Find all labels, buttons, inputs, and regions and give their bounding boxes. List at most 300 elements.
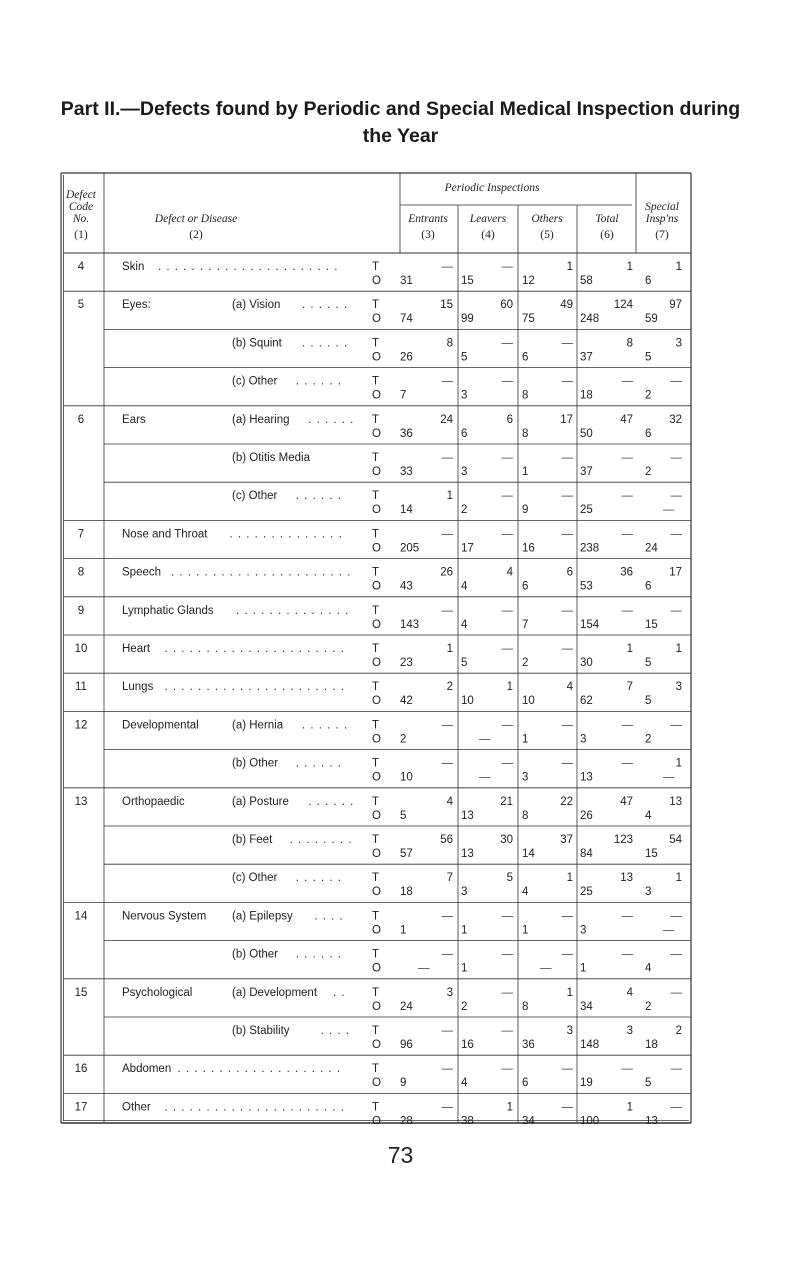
value-o: 3: [580, 733, 587, 746]
value-o: 143: [400, 618, 420, 631]
table-row: [64, 711, 691, 745]
leader-dots: . . . . . .: [302, 337, 349, 350]
value-o: 248: [580, 313, 600, 326]
defect-code: 5: [77, 299, 85, 312]
value-o: 14: [400, 504, 413, 517]
value-t: 6: [566, 566, 573, 579]
page-title: [0, 96, 801, 150]
value-t: 47: [620, 413, 633, 426]
value-o: 13: [580, 771, 593, 784]
marker-o: O: [372, 542, 381, 555]
leader-dots: . .: [333, 986, 346, 999]
marker-t: T: [372, 834, 380, 846]
value-t: —: [670, 719, 682, 732]
defect-subcategory: (b) Other: [232, 757, 279, 770]
marker-t: T: [372, 528, 380, 541]
defect-subcategory: (c) Other: [232, 872, 278, 885]
table-row: [104, 826, 691, 860]
value-o: 17: [461, 542, 474, 555]
leader-dots: . . . . . .: [302, 299, 349, 312]
defect-subcategory: (b) Otitis Media: [232, 452, 310, 464]
value-t: —: [561, 604, 573, 617]
marker-o: O: [372, 809, 381, 822]
defect-category: Skin: [122, 261, 145, 273]
header-col4-num: (4): [481, 229, 495, 241]
defect-subcategory: (a) Posture: [232, 795, 289, 808]
value-t: 49: [560, 299, 573, 312]
header-col6-num: (6): [600, 229, 614, 241]
defect-code: 9: [77, 604, 85, 617]
table-header: [65, 182, 679, 241]
header-others: Others: [531, 213, 563, 225]
value-o: 16: [461, 1039, 474, 1051]
defect-subcategory: (c) Other: [232, 375, 278, 388]
value-o: 2: [461, 1000, 468, 1013]
value-t: —: [561, 1063, 573, 1076]
marker-o: O: [372, 771, 381, 784]
value-t: —: [441, 1025, 453, 1037]
leader-dots: . . . . . .: [295, 490, 342, 503]
value-o: 5: [645, 695, 652, 708]
value-o: 5: [645, 351, 652, 364]
header-code: Code: [68, 201, 94, 213]
value-o: 4: [461, 618, 468, 631]
value-t: 7: [626, 681, 633, 694]
value-o: 18: [645, 1039, 658, 1051]
value-o: 50: [580, 427, 593, 440]
value-o: 3: [461, 466, 468, 478]
leader-dots: . . . . . . . . . . . . . . . . . . . . . .: [158, 261, 339, 273]
value-o: 2: [645, 466, 652, 478]
value-o: 6: [645, 275, 652, 287]
value-o: —: [479, 733, 491, 746]
table-row: [104, 482, 691, 516]
value-o: 6: [645, 580, 652, 593]
value-t: —: [561, 910, 573, 923]
table-row: [64, 520, 691, 554]
marker-o: O: [372, 848, 381, 860]
value-o: 5: [400, 809, 407, 822]
value-t: —: [621, 1063, 633, 1076]
table-row: [104, 368, 691, 402]
marker-t: T: [372, 681, 380, 694]
value-o: 2: [645, 389, 652, 402]
value-t: 15: [440, 299, 453, 312]
value-t: —: [621, 490, 633, 503]
value-o: 2: [645, 733, 652, 746]
value-t: 123: [613, 834, 633, 846]
value-o: 100: [580, 1115, 600, 1124]
value-o: 24: [645, 542, 658, 555]
value-o: 4: [461, 580, 468, 593]
header-special-1: Special: [645, 201, 679, 213]
value-o: 18: [400, 886, 413, 899]
value-o: 8: [522, 427, 529, 440]
value-o: 3: [461, 886, 468, 899]
value-o: —: [663, 771, 675, 784]
marker-t: T: [372, 604, 380, 617]
marker-o: O: [372, 657, 381, 669]
defect-category: Psychological: [122, 986, 193, 999]
header-defect: Defect: [65, 189, 97, 201]
value-o: 3: [645, 886, 652, 899]
value-o: 1: [522, 466, 529, 478]
value-t: 30: [500, 834, 513, 846]
value-o: 28: [400, 1115, 413, 1124]
value-t: —: [501, 948, 513, 961]
value-o: 205: [400, 542, 420, 555]
value-o: 57: [400, 848, 413, 860]
value-t: 22: [560, 795, 573, 808]
marker-o: O: [372, 389, 381, 402]
marker-t: T: [372, 719, 380, 732]
defect-category: Nose and Throat: [122, 528, 208, 541]
value-t: 47: [620, 795, 633, 808]
value-t: —: [501, 261, 513, 273]
value-t: —: [670, 528, 682, 541]
leader-dots: . . . . . .: [295, 948, 342, 961]
header-total: Total: [595, 213, 619, 225]
value-o: 30: [580, 657, 593, 669]
value-t: 124: [613, 299, 633, 312]
leader-dots: . . . . . . . . . . . . . . . . . . . . . .: [171, 566, 352, 579]
value-o: 34: [580, 1000, 593, 1013]
value-o: 10: [400, 771, 413, 784]
marker-o: O: [372, 466, 381, 478]
value-o: 1: [400, 924, 407, 937]
defect-subcategory: (b) Stability: [232, 1025, 290, 1037]
table-row: [104, 329, 691, 363]
table-row: [104, 864, 691, 898]
defect-code: 12: [74, 719, 88, 732]
value-o: 5: [645, 1077, 652, 1090]
defect-subcategory: (a) Development: [232, 986, 318, 999]
table-row: [64, 1093, 691, 1124]
header-periodic: Periodic Inspections: [444, 182, 540, 194]
defect-code: 7: [77, 528, 85, 541]
value-t: —: [670, 948, 682, 961]
marker-o: O: [372, 580, 381, 593]
marker-t: T: [372, 948, 380, 961]
value-t: 2: [675, 1025, 682, 1037]
value-o: 25: [580, 504, 593, 517]
defect-code: 14: [74, 910, 88, 923]
marker-t: T: [372, 299, 380, 312]
defect-category: Developmental: [122, 719, 199, 732]
defect-code: 8: [77, 566, 85, 579]
marker-t: T: [372, 566, 380, 579]
value-o: 5: [461, 351, 468, 364]
defect-category: Heart: [122, 643, 151, 655]
defect-code: 11: [75, 681, 87, 694]
value-t: 4: [506, 566, 513, 579]
value-o: 96: [400, 1039, 413, 1051]
value-t: 36: [620, 566, 633, 579]
value-o: 13: [461, 809, 474, 822]
value-t: —: [501, 986, 513, 999]
defect-code: 6: [77, 413, 85, 426]
leader-dots: . . . . . .: [295, 757, 342, 770]
value-t: —: [441, 528, 453, 541]
value-o: 6: [645, 427, 652, 440]
leader-dots: . . . .: [314, 910, 344, 923]
value-o: —: [418, 962, 430, 975]
header-no: No.: [72, 213, 90, 225]
value-o: 7: [400, 389, 407, 402]
value-o: 13: [645, 1115, 658, 1124]
value-t: —: [501, 1025, 513, 1037]
value-o: 2: [522, 657, 529, 669]
value-t: —: [501, 528, 513, 541]
value-o: 148: [580, 1039, 600, 1051]
marker-t: T: [372, 490, 380, 503]
value-o: 7: [522, 618, 529, 631]
table-row: [64, 788, 691, 822]
defect-code: 16: [74, 1063, 88, 1076]
value-t: 3: [675, 681, 682, 694]
value-o: 75: [522, 313, 535, 326]
value-o: 3: [580, 924, 587, 937]
marker-o: O: [372, 504, 381, 517]
value-t: 4: [626, 986, 633, 999]
value-o: 5: [645, 657, 652, 669]
value-o: —: [663, 504, 675, 517]
value-t: 1: [566, 261, 573, 273]
value-t: —: [441, 948, 453, 961]
defect-category: Other: [122, 1101, 151, 1114]
header-col7-num: (7): [655, 229, 669, 241]
table-row: [104, 941, 691, 975]
marker-o: O: [372, 618, 381, 631]
value-o: 8: [522, 1000, 529, 1013]
value-o: 154: [580, 618, 600, 631]
leader-dots: . . . . . . . . . . . . . .: [229, 528, 343, 541]
table-row: [104, 1017, 691, 1051]
value-t: —: [501, 719, 513, 732]
value-t: —: [441, 261, 453, 273]
value-o: 9: [522, 504, 529, 517]
value-o: 99: [461, 313, 474, 326]
value-t: 60: [500, 299, 513, 312]
marker-t: T: [372, 1063, 380, 1076]
table-row: [64, 635, 691, 669]
marker-o: O: [372, 351, 381, 364]
leader-dots: . . . . . . . . . . . . . . . . . . . . . .: [164, 681, 345, 694]
value-t: —: [441, 1101, 453, 1114]
value-t: —: [501, 643, 513, 655]
value-o: 43: [400, 580, 413, 593]
value-o: 15: [645, 848, 658, 860]
value-t: —: [670, 452, 682, 464]
value-o: 33: [400, 466, 413, 478]
table-row: [64, 902, 691, 936]
defect-code: 15: [74, 986, 88, 999]
value-t: —: [441, 375, 453, 388]
value-o: 1: [522, 924, 529, 937]
header-col3-num: (3): [421, 229, 435, 241]
value-t: 1: [626, 261, 633, 273]
leader-dots: . . . . . . . . . . . . . . . . . . . . . .: [164, 1101, 345, 1114]
value-o: 24: [400, 1000, 413, 1013]
value-t: —: [561, 337, 573, 350]
leader-dots: . . . . . .: [295, 375, 342, 388]
value-t: 26: [440, 566, 453, 579]
header-special-2: Insp'ns: [645, 213, 679, 225]
value-t: —: [670, 986, 682, 999]
value-t: 24: [440, 413, 453, 426]
value-t: 6: [506, 413, 513, 426]
value-t: 4: [566, 681, 573, 694]
value-o: —: [663, 924, 675, 937]
value-o: 62: [580, 695, 593, 708]
marker-o: O: [372, 427, 381, 440]
marker-t: T: [372, 452, 380, 464]
value-t: 1: [566, 872, 573, 885]
defect-category: Eyes:: [122, 299, 151, 312]
value-t: —: [670, 1101, 682, 1114]
defect-code: 17: [74, 1101, 88, 1114]
marker-t: T: [372, 337, 380, 350]
value-t: 1: [675, 872, 682, 885]
defect-subcategory: (b) Feet: [232, 834, 273, 846]
marker-t: T: [372, 413, 380, 426]
marker-o: O: [372, 1039, 381, 1051]
value-t: 2: [446, 681, 453, 694]
value-o: 84: [580, 848, 593, 860]
header-leavers: Leavers: [469, 213, 507, 225]
defect-category: Orthopaedic: [122, 795, 185, 808]
value-t: —: [561, 1101, 573, 1114]
table-row: [64, 1055, 691, 1089]
table-row: [104, 444, 691, 478]
table-row: [104, 750, 691, 784]
defect-code: 10: [74, 643, 88, 655]
table-body: [64, 261, 691, 1124]
marker-o: O: [372, 313, 381, 326]
value-o: 42: [400, 695, 413, 708]
value-t: 97: [669, 299, 682, 312]
value-o: 25: [580, 886, 593, 899]
value-t: —: [621, 528, 633, 541]
value-o: 14: [522, 848, 535, 860]
value-t: 4: [446, 795, 453, 808]
defect-code: 13: [74, 795, 88, 808]
defect-subcategory: (a) Vision: [232, 299, 281, 312]
value-t: 13: [620, 872, 633, 885]
value-o: 18: [580, 389, 593, 402]
value-t: —: [621, 757, 633, 770]
value-t: —: [501, 604, 513, 617]
table-row: [64, 406, 691, 440]
value-t: 3: [446, 986, 453, 999]
marker-t: T: [372, 757, 380, 770]
value-t: —: [441, 910, 453, 923]
value-o: 5: [461, 657, 468, 669]
value-t: —: [501, 910, 513, 923]
header-col2-num: (2): [189, 229, 203, 241]
value-o: —: [540, 962, 552, 975]
value-t: —: [501, 452, 513, 464]
value-o: 2: [461, 504, 468, 517]
value-t: —: [441, 452, 453, 464]
value-o: 4: [645, 962, 652, 975]
marker-t: T: [372, 1025, 380, 1037]
value-o: 38: [461, 1115, 474, 1124]
value-t: 1: [675, 643, 682, 655]
marker-o: O: [372, 695, 381, 708]
marker-t: T: [372, 1101, 380, 1114]
value-o: —: [479, 771, 491, 784]
marker-o: O: [372, 275, 381, 287]
value-o: 4: [522, 886, 529, 899]
value-o: 8: [522, 389, 529, 402]
value-o: 53: [580, 580, 593, 593]
value-o: 26: [400, 351, 413, 364]
value-t: —: [501, 1063, 513, 1076]
value-t: 17: [669, 566, 682, 579]
value-t: —: [561, 452, 573, 464]
value-t: —: [501, 757, 513, 770]
value-o: 1: [461, 962, 468, 975]
leader-dots: . . . . . .: [295, 872, 342, 885]
value-t: 1: [626, 1101, 633, 1114]
defect-subcategory: (c) Other: [232, 490, 278, 503]
table-row: [64, 597, 691, 631]
value-o: 34: [522, 1115, 535, 1124]
value-o: 3: [461, 389, 468, 402]
value-t: 1: [506, 1101, 513, 1114]
value-o: 74: [400, 313, 413, 326]
defect-subcategory: (b) Other: [232, 948, 279, 961]
value-t: —: [561, 643, 573, 655]
value-o: 9: [400, 1077, 407, 1090]
header-col1-num: (1): [74, 229, 88, 241]
defect-category: Lungs: [122, 681, 154, 694]
value-o: 6: [461, 427, 468, 440]
value-o: 36: [522, 1039, 535, 1051]
value-t: 3: [675, 337, 682, 350]
marker-t: T: [372, 795, 380, 808]
marker-t: T: [372, 910, 380, 923]
value-t: 21: [500, 795, 513, 808]
value-o: 6: [522, 1077, 529, 1090]
defect-category: Abdomen: [122, 1063, 172, 1076]
defect-subcategory: (b) Squint: [232, 337, 282, 350]
value-t: 8: [626, 337, 633, 350]
page-number: 73: [387, 1142, 414, 1168]
value-o: 10: [522, 695, 535, 708]
value-t: 56: [440, 834, 453, 846]
value-t: 3: [626, 1025, 633, 1037]
value-o: 3: [522, 771, 529, 784]
table-row: [64, 559, 691, 593]
value-o: 2: [400, 733, 407, 746]
defect-code: 4: [77, 261, 85, 273]
value-o: 16: [522, 542, 535, 555]
table-row: [64, 291, 691, 325]
value-t: 1: [626, 643, 633, 655]
value-o: 8: [522, 809, 529, 822]
value-t: —: [621, 452, 633, 464]
value-t: 1: [446, 643, 453, 655]
value-o: 1: [522, 733, 529, 746]
defect-category: Speech: [122, 566, 162, 579]
leader-dots: . . . . . . . .: [289, 834, 353, 846]
leader-dots: . . . . . . . . . . . . . .: [236, 604, 350, 617]
marker-o: O: [372, 733, 381, 746]
value-o: 15: [645, 618, 658, 631]
defect-category: Ears: [122, 413, 146, 426]
